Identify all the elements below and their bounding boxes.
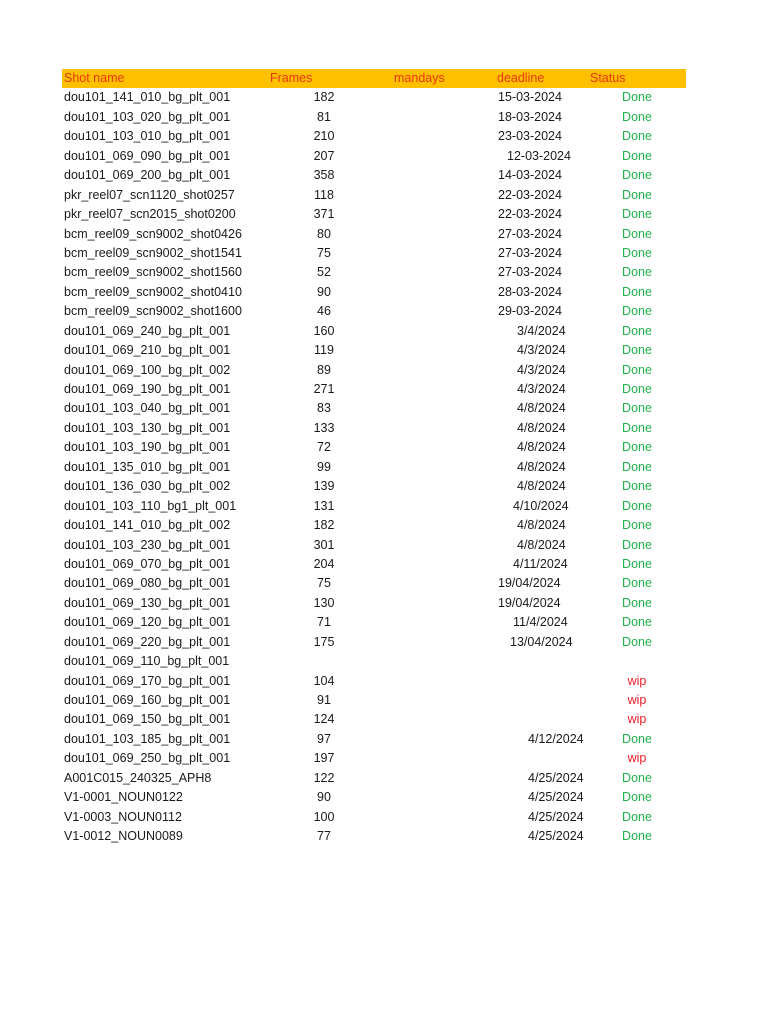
deadline-cell[interactable]: 4/8/2024 bbox=[517, 420, 566, 435]
deadline-cell[interactable]: 22-03-2024 bbox=[498, 207, 562, 222]
status-cell[interactable]: Done bbox=[622, 459, 652, 474]
frames-cell[interactable]: 118 bbox=[314, 187, 334, 202]
frames-cell[interactable]: 182 bbox=[313, 90, 335, 105]
header-deadline[interactable]: deadline bbox=[497, 71, 545, 85]
deadline-cell[interactable]: 27-03-2024 bbox=[498, 245, 562, 260]
status-cell[interactable]: Done bbox=[622, 829, 652, 844]
deadline-cell[interactable]: 28-03-2024 bbox=[498, 284, 562, 299]
status-cell[interactable]: Done bbox=[622, 479, 652, 494]
status-cell[interactable]: Done bbox=[622, 265, 652, 280]
table-row[interactable] bbox=[62, 477, 686, 496]
header-status[interactable]: Status bbox=[590, 71, 626, 85]
status-cell[interactable]: Done bbox=[622, 148, 652, 163]
frames-cell[interactable]: 207 bbox=[313, 148, 335, 163]
frames-cell[interactable]: 119 bbox=[314, 343, 334, 358]
shot-name-cell[interactable]: dou101_069_100_bg_plt_002 bbox=[64, 362, 231, 377]
table-row[interactable] bbox=[62, 536, 686, 555]
status-cell[interactable]: Done bbox=[622, 401, 652, 416]
shot-name-cell[interactable]: dou101_069_070_bg_plt_001 bbox=[64, 556, 231, 571]
table-row[interactable] bbox=[62, 555, 686, 574]
table-row[interactable] bbox=[62, 672, 686, 691]
table-row[interactable] bbox=[62, 497, 686, 516]
frames-cell[interactable]: 89 bbox=[317, 362, 331, 377]
frames-cell[interactable]: 204 bbox=[313, 556, 335, 571]
frames-cell[interactable]: 301 bbox=[313, 537, 335, 552]
shot-name-cell[interactable]: dou101_069_080_bg_plt_001 bbox=[64, 576, 231, 591]
table-row[interactable] bbox=[62, 730, 686, 749]
deadline-cell[interactable]: 4/8/2024 bbox=[517, 401, 566, 416]
shot-name-cell[interactable]: dou101_103_010_bg_plt_001 bbox=[64, 129, 231, 144]
shot-name-cell[interactable]: dou101_069_200_bg_plt_001 bbox=[64, 168, 231, 183]
deadline-cell[interactable]: 4/25/2024 bbox=[528, 790, 584, 805]
status-cell[interactable]: Done bbox=[622, 382, 652, 396]
deadline-cell[interactable]: 4/3/2024 bbox=[517, 362, 566, 377]
shot-name-cell[interactable]: V1-0003_NOUN0112 bbox=[64, 809, 182, 824]
frames-cell[interactable]: 139 bbox=[313, 479, 335, 494]
status-cell[interactable]: Done bbox=[622, 420, 652, 435]
shot-name-cell[interactable]: dou101_069_130_bg_plt_001 bbox=[64, 595, 231, 610]
frames-cell[interactable]: 104 bbox=[313, 673, 335, 688]
table-row[interactable] bbox=[62, 205, 686, 224]
table-row[interactable] bbox=[62, 322, 686, 341]
shot-name-cell[interactable]: dou101_141_010_bg_plt_001 bbox=[64, 90, 231, 105]
table-row[interactable] bbox=[62, 691, 686, 710]
table-row[interactable] bbox=[62, 613, 686, 632]
table-row[interactable] bbox=[62, 594, 686, 613]
spreadsheet-table bbox=[62, 69, 686, 847]
frames-cell[interactable]: 91 bbox=[317, 693, 331, 707]
shot-name-cell[interactable]: dou101_136_030_bg_plt_002 bbox=[64, 479, 231, 494]
shot-name-cell[interactable]: dou101_103_040_bg_plt_001 bbox=[64, 401, 231, 416]
status-cell[interactable]: Done bbox=[622, 109, 652, 124]
deadline-cell[interactable]: 27-03-2024 bbox=[498, 265, 562, 280]
shot-name-cell[interactable]: bcm_reel09_scn9002_shot0410 bbox=[64, 284, 242, 299]
shot-name-cell[interactable]: dou101_069_190_bg_plt_001 bbox=[64, 382, 231, 396]
frames-cell[interactable]: 133 bbox=[313, 420, 335, 435]
header-row bbox=[62, 69, 686, 88]
frames-cell[interactable]: 72 bbox=[317, 440, 331, 455]
shot-name-cell[interactable]: dou101_103_185_bg_plt_001 bbox=[64, 731, 231, 746]
header-shot-name[interactable]: Shot name bbox=[64, 71, 125, 85]
status-cell[interactable]: Done bbox=[622, 304, 652, 319]
frames-cell[interactable]: 75 bbox=[317, 245, 331, 260]
frames-cell[interactable]: 75 bbox=[317, 576, 331, 591]
table-row[interactable] bbox=[62, 574, 686, 593]
deadline-cell[interactable]: 22-03-2024 bbox=[498, 187, 562, 202]
status-cell[interactable]: Done bbox=[622, 634, 652, 649]
frames-cell[interactable]: 358 bbox=[313, 168, 335, 183]
status-cell[interactable]: Done bbox=[622, 90, 652, 105]
status-cell[interactable]: Done bbox=[622, 129, 652, 144]
table-row[interactable] bbox=[62, 147, 686, 166]
deadline-cell[interactable]: 4/12/2024 bbox=[528, 731, 584, 746]
frames-cell[interactable]: 124 bbox=[313, 712, 335, 727]
status-cell[interactable]: Done bbox=[622, 323, 652, 338]
table-row[interactable] bbox=[62, 380, 686, 399]
table-row[interactable] bbox=[62, 438, 686, 457]
table-body bbox=[62, 88, 686, 846]
table-row[interactable] bbox=[62, 302, 686, 321]
header-frames[interactable]: Frames bbox=[270, 71, 313, 85]
table-row[interactable] bbox=[62, 769, 686, 788]
deadline-cell[interactable]: 4/25/2024 bbox=[528, 829, 584, 844]
deadline-cell[interactable]: 27-03-2024 bbox=[498, 226, 562, 241]
table-row[interactable] bbox=[62, 633, 686, 652]
table-row[interactable] bbox=[62, 263, 686, 282]
shot-name-cell[interactable]: dou101_069_110_bg_plt_001 bbox=[64, 654, 230, 669]
status-cell[interactable]: Done bbox=[622, 168, 652, 183]
table-row[interactable] bbox=[62, 166, 686, 185]
status-cell[interactable]: Done bbox=[622, 595, 652, 610]
shot-name-cell[interactable]: bcm_reel09_scn9002_shot1600 bbox=[64, 304, 242, 319]
shot-name-cell[interactable]: dou101_069_220_bg_plt_001 bbox=[64, 634, 231, 649]
table-row[interactable] bbox=[62, 225, 686, 244]
shot-name-cell[interactable]: dou101_103_190_bg_plt_001 bbox=[64, 440, 231, 455]
deadline-cell[interactable]: 14-03-2024 bbox=[498, 168, 562, 183]
table-row[interactable] bbox=[62, 283, 686, 302]
shot-name-cell[interactable]: dou101_069_170_bg_plt_001 bbox=[64, 673, 231, 688]
table-row[interactable] bbox=[62, 88, 686, 107]
shot-name-cell[interactable]: dou101_069_150_bg_plt_001 bbox=[64, 712, 231, 727]
frames-cell[interactable]: 122 bbox=[313, 770, 335, 785]
table-row[interactable] bbox=[62, 710, 686, 729]
table-row[interactable] bbox=[62, 186, 686, 205]
status-cell[interactable]: Done bbox=[622, 226, 652, 241]
status-cell[interactable]: Done bbox=[622, 809, 652, 824]
status-cell[interactable]: Done bbox=[622, 576, 652, 591]
deadline-cell[interactable]: 4/8/2024 bbox=[517, 537, 566, 552]
frames-cell[interactable]: 160 bbox=[313, 323, 335, 338]
shot-name-cell[interactable]: dou101_069_090_bg_plt_001 bbox=[64, 148, 231, 163]
deadline-cell[interactable]: 4/3/2024 bbox=[517, 382, 566, 396]
status-cell[interactable]: Done bbox=[622, 362, 652, 377]
status-cell[interactable]: Done bbox=[622, 245, 652, 260]
frames-cell[interactable]: 52 bbox=[317, 265, 331, 280]
frames-cell[interactable]: 197 bbox=[313, 751, 335, 766]
deadline-cell[interactable]: 4/8/2024 bbox=[517, 518, 566, 533]
table-row[interactable] bbox=[62, 458, 686, 477]
frames-cell[interactable]: 77 bbox=[317, 829, 331, 844]
deadline-cell[interactable]: 11/4/2024 bbox=[513, 615, 568, 630]
frames-cell[interactable]: 131 bbox=[313, 498, 335, 513]
status-cell[interactable]: Done bbox=[622, 537, 652, 552]
table-row[interactable] bbox=[62, 749, 686, 768]
table-row[interactable] bbox=[62, 419, 686, 438]
status-cell[interactable]: Done bbox=[622, 498, 652, 513]
frames-cell[interactable]: 80 bbox=[317, 226, 331, 241]
deadline-cell[interactable]: 4/8/2024 bbox=[517, 459, 566, 474]
deadline-cell[interactable]: 13/04/2024 bbox=[510, 634, 573, 649]
frames-cell[interactable]: 130 bbox=[313, 595, 335, 610]
deadline-cell[interactable]: 4/25/2024 bbox=[528, 770, 584, 785]
shot-name-cell[interactable]: dou101_135_010_bg_plt_001 bbox=[64, 459, 231, 474]
status-cell[interactable]: Done bbox=[622, 770, 652, 785]
table-row[interactable] bbox=[62, 808, 686, 827]
shot-name-cell[interactable]: dou101_069_240_bg_plt_001 bbox=[64, 323, 231, 338]
table-row[interactable] bbox=[62, 788, 686, 807]
deadline-cell[interactable]: 19/04/2024 bbox=[498, 595, 561, 610]
status-cell[interactable]: wip bbox=[627, 751, 647, 766]
shot-name-cell[interactable]: dou101_069_210_bg_plt_001 bbox=[64, 343, 231, 358]
frames-cell[interactable]: 100 bbox=[313, 809, 335, 824]
table-row[interactable] bbox=[62, 108, 686, 127]
deadline-cell[interactable]: 4/3/2024 bbox=[517, 343, 566, 358]
table-row[interactable] bbox=[62, 652, 686, 671]
status-cell[interactable]: Done bbox=[622, 440, 652, 455]
table-row[interactable] bbox=[62, 361, 686, 380]
shot-name-cell[interactable]: dou101_069_250_bg_plt_001 bbox=[64, 751, 231, 766]
shot-name-cell[interactable]: dou101_069_160_bg_plt_001 bbox=[64, 693, 231, 707]
deadline-cell[interactable]: 12-03-2024 bbox=[507, 148, 571, 163]
deadline-cell[interactable]: 3/4/2024 bbox=[517, 323, 566, 338]
header-mandays[interactable]: mandays bbox=[394, 71, 445, 85]
frames-cell[interactable]: 271 bbox=[313, 382, 335, 396]
deadline-cell[interactable]: 29-03-2024 bbox=[498, 304, 562, 319]
shot-name-cell[interactable]: dou101_103_110_bg1_plt_001 bbox=[64, 498, 237, 513]
frames-cell[interactable]: 83 bbox=[317, 401, 331, 416]
frames-cell[interactable]: 210 bbox=[313, 129, 335, 144]
shot-name-cell[interactable]: pkr_reel07_scn2015_shot0200 bbox=[64, 207, 236, 222]
deadline-cell[interactable]: 19/04/2024 bbox=[498, 576, 561, 591]
shot-name-cell[interactable]: bcm_reel09_scn9002_shot1541 bbox=[64, 245, 242, 260]
table-row[interactable] bbox=[62, 399, 686, 418]
shot-name-cell[interactable]: dou101_103_230_bg_plt_001 bbox=[64, 537, 231, 552]
shot-name-cell[interactable]: bcm_reel09_scn9002_shot1560 bbox=[64, 265, 242, 280]
frames-cell[interactable]: 71 bbox=[317, 615, 331, 630]
shot-name-cell[interactable]: V1-0001_NOUN0122 bbox=[64, 790, 183, 805]
status-cell[interactable]: wip bbox=[627, 712, 647, 727]
status-cell[interactable]: Done bbox=[622, 731, 652, 746]
status-cell[interactable]: wip bbox=[627, 673, 647, 688]
shot-name-cell[interactable]: dou101_103_020_bg_plt_001 bbox=[64, 109, 231, 124]
status-cell[interactable]: Done bbox=[622, 343, 652, 358]
status-cell[interactable]: Done bbox=[622, 207, 652, 222]
deadline-cell[interactable]: 4/8/2024 bbox=[517, 479, 566, 494]
table-row[interactable] bbox=[62, 827, 686, 846]
shot-name-cell[interactable]: V1-0012_NOUN0089 bbox=[64, 829, 183, 844]
frames-cell[interactable]: 97 bbox=[317, 731, 331, 746]
table-row[interactable] bbox=[62, 516, 686, 535]
deadline-cell[interactable]: 4/11/2024 bbox=[513, 556, 568, 571]
frames-cell[interactable]: 81 bbox=[317, 109, 331, 124]
deadline-cell[interactable]: 15-03-2024 bbox=[498, 90, 562, 105]
status-cell[interactable]: wip bbox=[627, 693, 647, 707]
shot-name-cell[interactable]: pkr_reel07_scn1120_shot0257 bbox=[64, 187, 235, 202]
frames-cell[interactable]: 90 bbox=[317, 790, 331, 805]
status-cell[interactable]: Done bbox=[622, 790, 652, 805]
frames-cell[interactable]: 90 bbox=[317, 284, 331, 299]
shot-name-cell[interactable]: dou101_141_010_bg_plt_002 bbox=[64, 518, 231, 533]
deadline-cell[interactable]: 23-03-2024 bbox=[498, 129, 562, 144]
deadline-cell[interactable]: 18-03-2024 bbox=[498, 109, 562, 124]
deadline-cell[interactable]: 4/25/2024 bbox=[528, 809, 584, 824]
shot-name-cell[interactable]: bcm_reel09_scn9002_shot0426 bbox=[64, 226, 242, 241]
status-cell[interactable]: Done bbox=[622, 284, 652, 299]
table-row[interactable] bbox=[62, 127, 686, 146]
status-cell[interactable]: Done bbox=[622, 556, 652, 571]
frames-cell[interactable]: 99 bbox=[317, 459, 331, 474]
status-cell[interactable]: Done bbox=[622, 615, 652, 630]
frames-cell[interactable]: 371 bbox=[313, 207, 335, 222]
frames-cell[interactable]: 46 bbox=[317, 304, 331, 319]
shot-name-cell[interactable]: dou101_103_130_bg_plt_001 bbox=[64, 420, 231, 435]
status-cell[interactable]: Done bbox=[622, 187, 652, 202]
frames-cell[interactable]: 182 bbox=[313, 518, 335, 533]
frames-cell[interactable]: 175 bbox=[313, 634, 335, 649]
status-cell[interactable]: Done bbox=[622, 518, 652, 533]
deadline-cell[interactable]: 4/10/2024 bbox=[513, 498, 569, 513]
table-row[interactable] bbox=[62, 244, 686, 263]
deadline-cell[interactable]: 4/8/2024 bbox=[517, 440, 566, 455]
table-row[interactable] bbox=[62, 341, 686, 360]
shot-name-cell[interactable]: A001C015_240325_APH8 bbox=[64, 770, 212, 785]
shot-name-cell[interactable]: dou101_069_120_bg_plt_001 bbox=[64, 615, 231, 630]
